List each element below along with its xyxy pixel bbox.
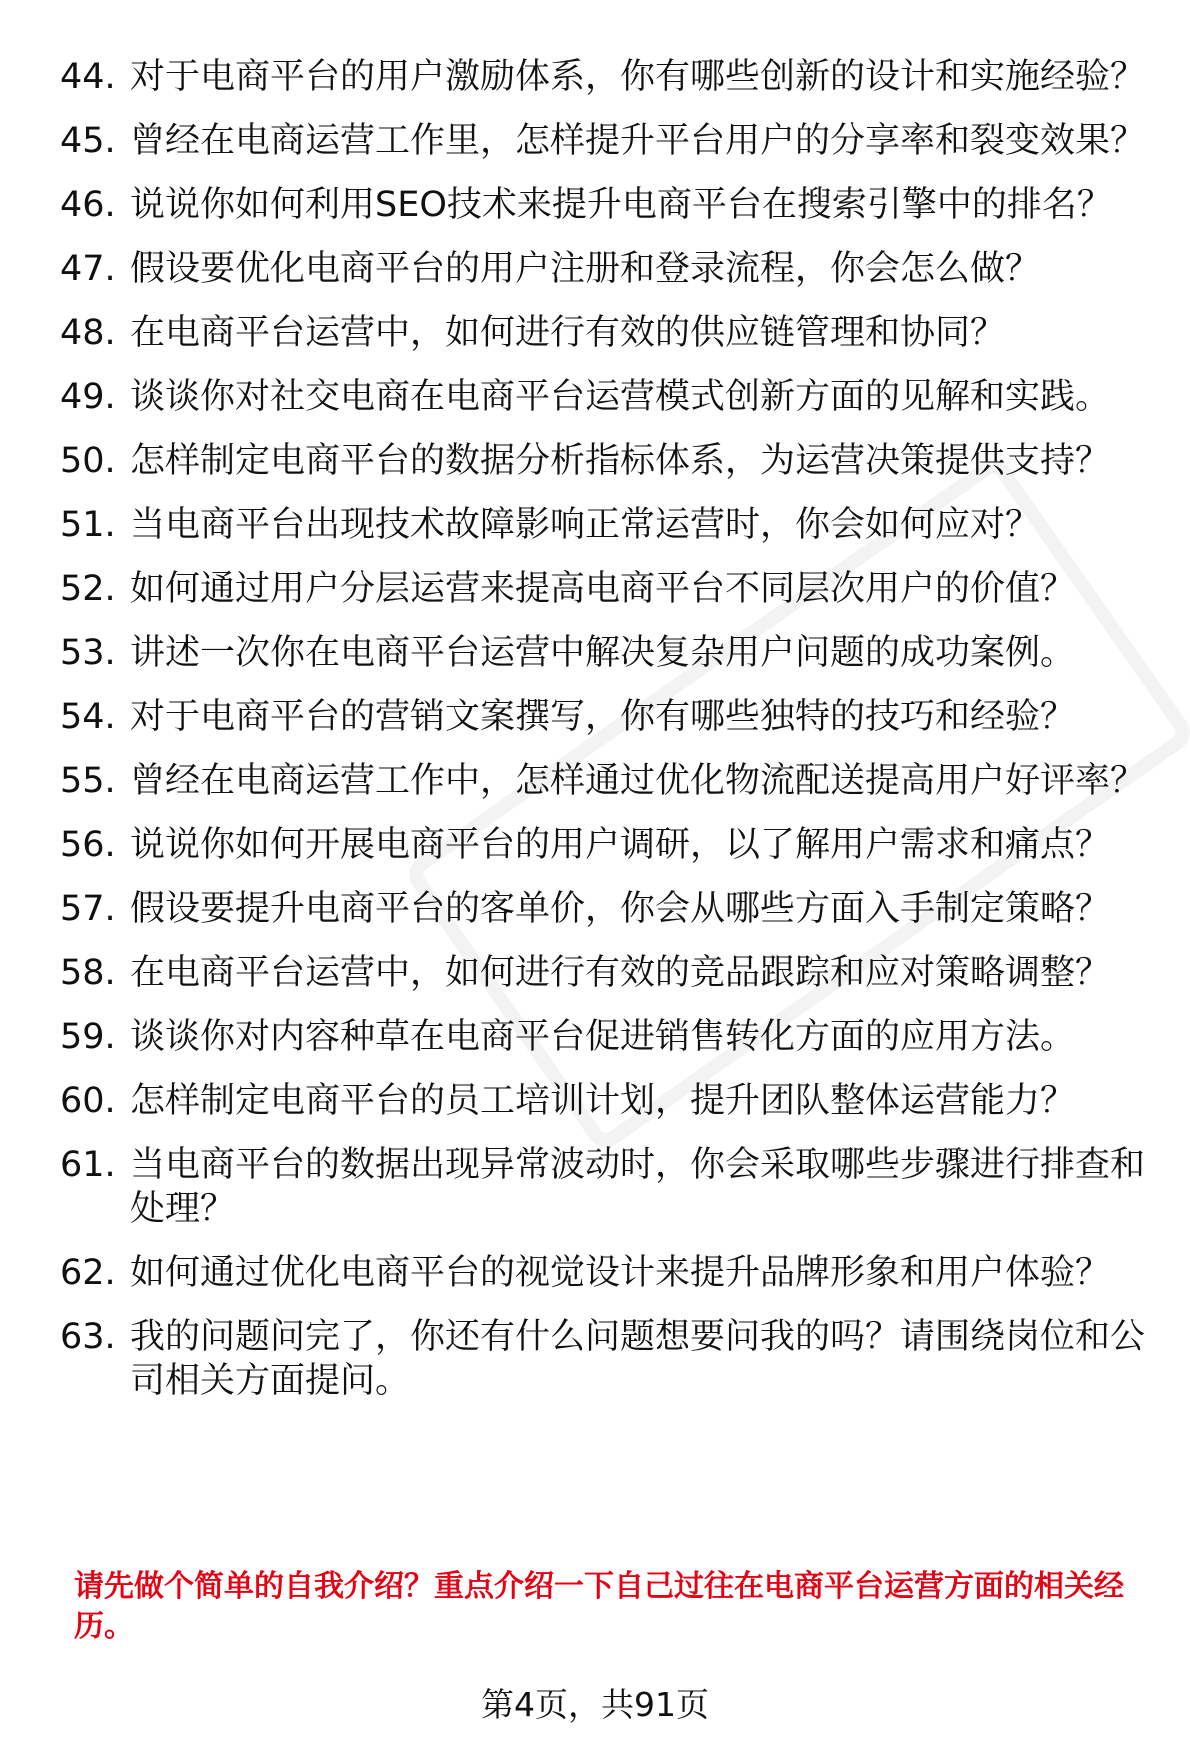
question-number: 53. <box>60 633 116 673</box>
list-item <box>60 1015 1160 1059</box>
question-text: 说说你如何利用SEO技术来提升电商平台在搜索引擎中的排名？ <box>130 185 1112 225</box>
question-text: 怎样制定电商平台的数据分析指标体系，为运营决策提供支持？ <box>130 441 1111 481</box>
question-text: 当电商平台的数据出现异常波动时，你会采取哪些步骤进行排查和处理？ <box>130 1145 1146 1229</box>
list-item <box>60 759 1160 803</box>
question-text: 如何通过优化电商平台的视觉设计来提升品牌形象和用户体验？ <box>130 1253 1111 1293</box>
question-number: 63. <box>60 1317 116 1357</box>
list-item <box>60 1143 1160 1231</box>
question-number: 60. <box>60 1081 116 1121</box>
question-text: 对于电商平台的营销文案撰写，你有哪些独特的技巧和经验？ <box>130 697 1076 737</box>
question-number: 45. <box>60 121 116 161</box>
question-text: 对于电商平台的用户激励体系，你有哪些创新的设计和实施经验？ <box>130 57 1146 97</box>
list-item <box>60 823 1160 867</box>
question-text: 我的问题问完了，你还有什么问题想要问我的吗？请围绕岗位和公司相关方面提问。 <box>130 1317 1146 1401</box>
list-item <box>60 567 1160 611</box>
list-item <box>60 183 1160 227</box>
question-number: 59. <box>60 1017 116 1057</box>
question-number: 46. <box>60 185 116 225</box>
question-number: 50. <box>60 441 116 481</box>
question-text: 讲述一次你在电商平台运营中解决复杂用户问题的成功案例。 <box>130 633 1076 673</box>
page-number: 第4页，共91页 <box>481 1685 709 1724</box>
list-item <box>60 887 1160 931</box>
list-item <box>60 1079 1160 1123</box>
question-list <box>60 55 1160 1423</box>
question-number: 56. <box>60 825 116 865</box>
question-number: 48. <box>60 313 116 353</box>
question-text: 假设要优化电商平台的用户注册和登录流程，你会怎么做？ <box>130 249 1041 289</box>
list-item <box>60 55 1160 99</box>
question-number: 44. <box>60 57 116 97</box>
self-intro-prompt: 请先做个简单的自我介绍？重点介绍一下自己过往在电商平台运营方面的相关经历。 <box>74 1569 1124 1644</box>
question-number: 57. <box>60 889 116 929</box>
question-text: 在电商平台运营中，如何进行有效的竞品跟踪和应对策略调整？ <box>130 953 1111 993</box>
question-number: 54. <box>60 697 116 737</box>
question-number: 61. <box>60 1145 116 1185</box>
list-item <box>60 311 1160 355</box>
question-text: 在电商平台运营中，如何进行有效的供应链管理和协同？ <box>130 313 1006 353</box>
question-number: 51. <box>60 505 116 545</box>
question-text: 假设要提升电商平台的客单价，你会从哪些方面入手制定策略？ <box>130 889 1111 929</box>
question-text: 说说你如何开展电商平台的用户调研，以了解用户需求和痛点？ <box>130 825 1111 865</box>
question-text: 当电商平台出现技术故障影响正常运营时，你会如何应对？ <box>130 505 1041 545</box>
question-number: 47. <box>60 249 116 289</box>
question-text: 谈谈你对社交电商在电商平台运营模式创新方面的见解和实践。 <box>130 377 1111 417</box>
list-item <box>60 951 1160 995</box>
question-text: 如何通过用户分层运营来提高电商平台不同层次用户的价值？ <box>130 569 1076 609</box>
question-text: 曾经在电商运营工作里，怎样提升平台用户的分享率和裂变效果？ <box>130 121 1146 161</box>
list-item <box>60 695 1160 739</box>
list-item <box>60 439 1160 483</box>
question-number: 58. <box>60 953 116 993</box>
question-text: 谈谈你对内容种草在电商平台促进销售转化方面的应用方法。 <box>130 1017 1076 1057</box>
list-item <box>60 1251 1160 1295</box>
question-number: 49. <box>60 377 116 417</box>
question-text: 怎样制定电商平台的员工培训计划，提升团队整体运营能力？ <box>130 1081 1076 1121</box>
list-item <box>60 375 1160 419</box>
question-number: 62. <box>60 1253 116 1293</box>
list-item <box>60 631 1160 675</box>
question-number: 52. <box>60 569 116 609</box>
list-item <box>60 1315 1160 1403</box>
list-item <box>60 503 1160 547</box>
question-text: 曾经在电商运营工作中，怎样通过优化物流配送提高用户好评率？ <box>130 761 1146 801</box>
list-item <box>60 247 1160 291</box>
list-item <box>60 119 1160 163</box>
question-number: 55. <box>60 761 116 801</box>
